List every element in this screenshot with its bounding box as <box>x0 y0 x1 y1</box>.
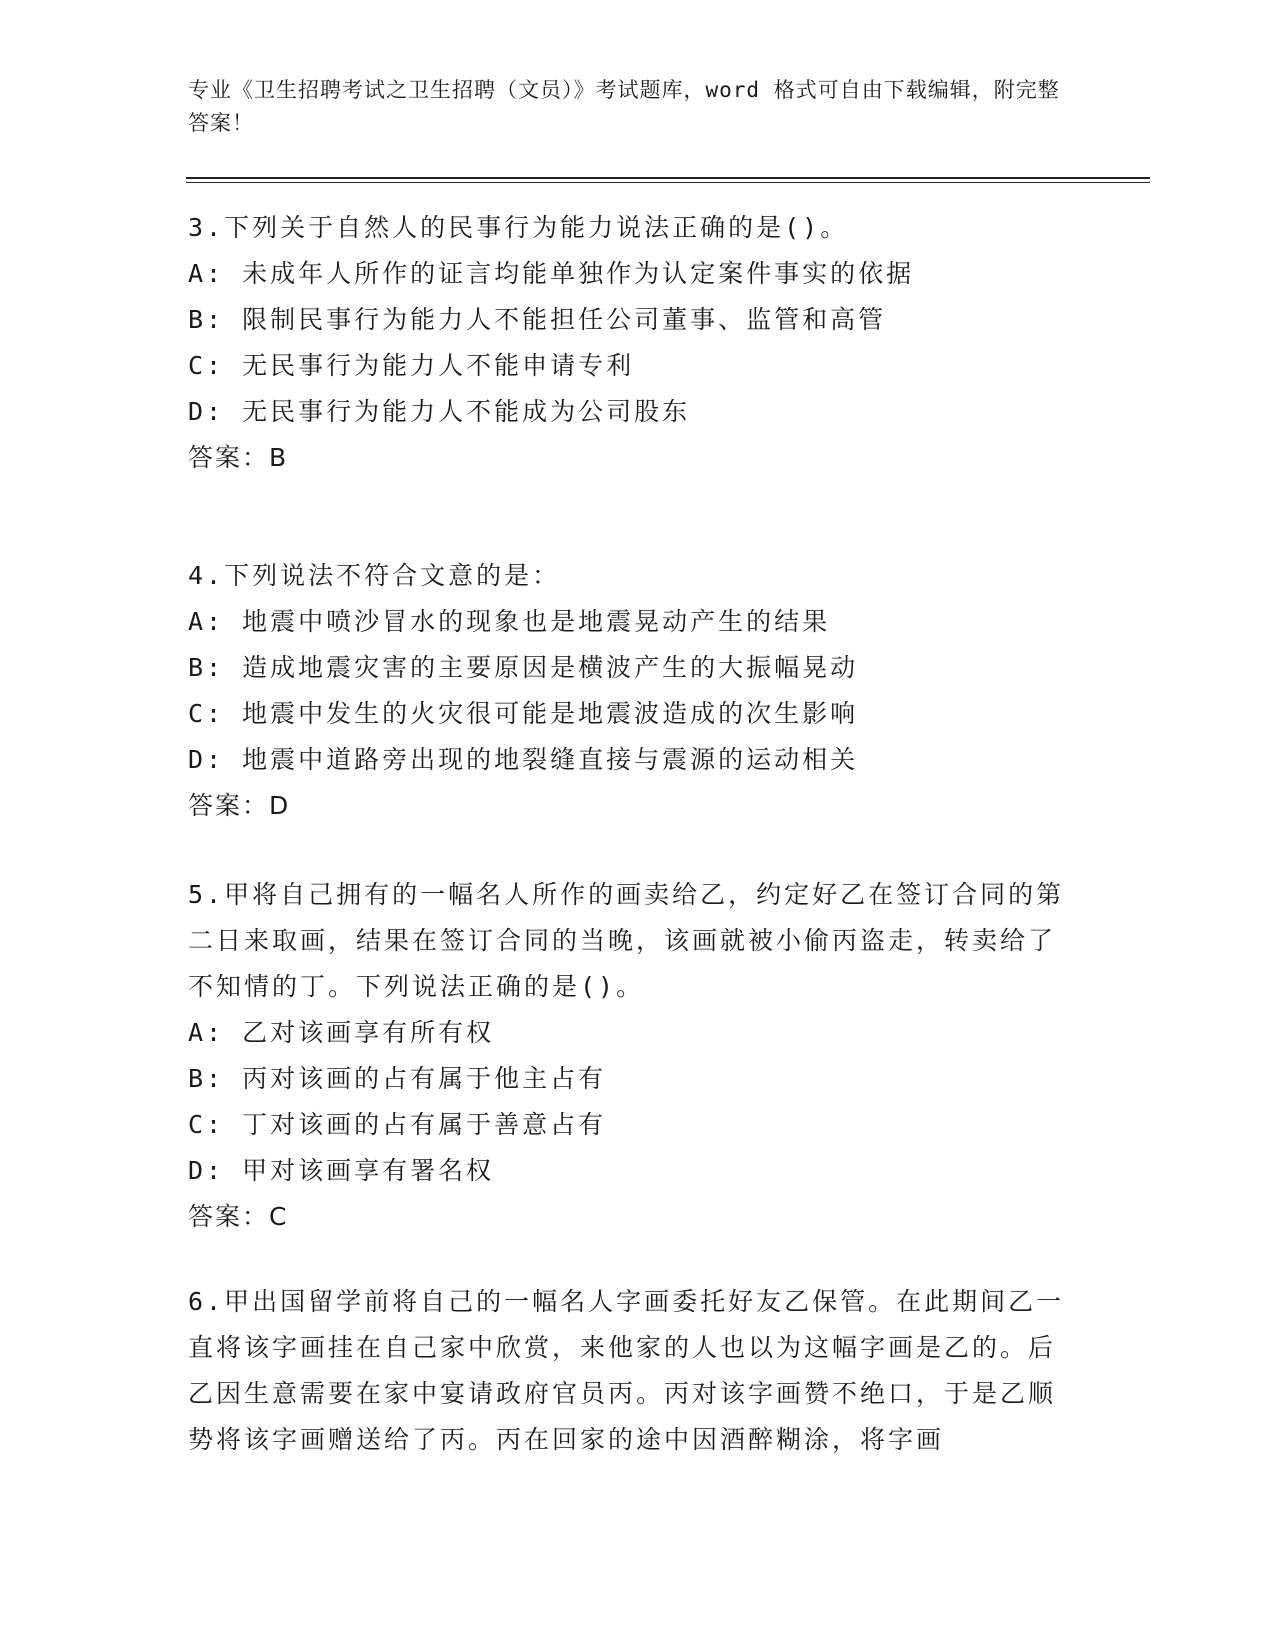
option-a: A: 乙对该画享有所有权 <box>188 1018 495 1047</box>
option-a: A: 未成年人所作的证言均能单独作为认定案件事实的依据 <box>188 259 915 288</box>
option-d: D: 地震中道路旁出现的地裂缝直接与震源的运动相关 <box>188 745 859 774</box>
document-header: 专业《卫生招聘考试之卫生招聘（文员）》考试题库，word 格式可自由下载编辑，附完整答案！ <box>188 78 1060 135</box>
option-a: A: 地震中喷沙冒水的现象也是地震晃动产生的结果 <box>188 607 831 636</box>
header-rule-thick <box>186 177 1150 179</box>
question-6 <box>188 1279 1068 1463</box>
option-c: C: 无民事行为能力人不能申请专利 <box>188 351 635 380</box>
answer: 答案：B <box>188 443 289 472</box>
option-d: D: 甲对该画享有署名权 <box>188 1156 495 1185</box>
question-4 <box>188 553 1068 829</box>
option-c: C: 丁对该画的占有属于善意占有 <box>188 1110 607 1139</box>
option-b: B: 造成地震灾害的主要原因是横波产生的大振幅晃动 <box>188 653 859 682</box>
question-stem: 3.下列关于自然人的民事行为能力说法正确的是()。 <box>188 213 849 242</box>
header-rule-thin <box>186 182 1150 183</box>
option-c: C: 地震中发生的火灾很可能是地震波造成的次生影响 <box>188 699 859 728</box>
answer: 答案：C <box>188 1202 289 1231</box>
answer: 答案：D <box>188 791 291 820</box>
question-3 <box>188 205 1068 481</box>
option-b: B: 限制民事行为能力人不能担任公司董事、监管和高管 <box>188 305 887 334</box>
question-stem: 6.甲出国留学前将自己的一幅名人字画委托好友乙保管。在此期间乙一直将该字画挂在自己家中欣赏，来他家的人也以为这幅字画是乙的。后乙因生意需要在家中宴请政府官员丙。丙对该字画赞不绝口，于是乙顺势将该字画赠送给了丙。丙在回家的途中因酒醉糊涂，将字画 <box>188 1287 1065 1454</box>
question-stem: 5.甲将自己拥有的一幅名人所作的画卖给乙，约定好乙在签订合同的第二日来取画，结果在签订合同的当晚，该画就被小偷丙盗走，转卖给了不知情的丁。下列说法正确的是()。 <box>188 880 1065 1001</box>
option-b: B: 丙对该画的占有属于他主占有 <box>188 1064 607 1093</box>
question-stem: 4.下列说法不符合文意的是： <box>188 561 561 590</box>
question-5 <box>188 872 1068 1240</box>
option-d: D: 无民事行为能力人不能成为公司股东 <box>188 397 691 426</box>
